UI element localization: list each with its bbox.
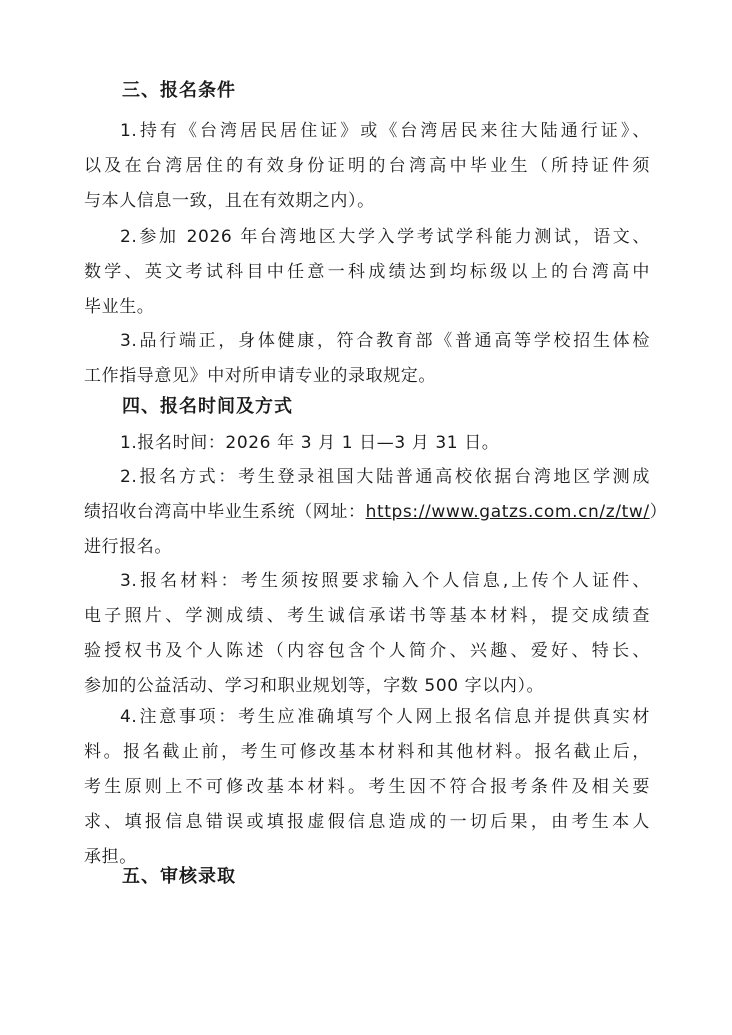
section-heading-3: 三、报名条件 — [122, 80, 236, 101]
paragraph-line: 毕业生。 — [84, 297, 155, 317]
paragraph-line: 2.报名方式：考生登录祖国大陆普通高校依据台湾地区学测成 — [120, 467, 650, 487]
paragraph-line: 4.注意事项：考生应准确填写个人网上报名信息并提供真实材 — [120, 707, 650, 727]
paragraph-line: 承担。 — [84, 847, 137, 867]
paragraph-line: 3.报名材料：考生须按照要求输入个人信息,上传个人证件、 — [120, 571, 650, 591]
paragraph-line: 1.持有《台湾居民居住证》或《台湾居民来往大陆通行证》、 — [120, 121, 650, 141]
paragraph-line: 3.品行端正，身体健康，符合教育部《普通高等学校招生体检 — [120, 331, 650, 351]
paragraph-text: 绩招收台湾高中毕业生系统（网址： — [84, 502, 366, 522]
section-4-paragraph-4 — [84, 700, 650, 875]
section-3-paragraph-2 — [84, 220, 650, 325]
paragraph-line: 进行报名。 — [84, 537, 172, 557]
paragraph-line: 电子照片、学测成绩、考生诚信承诺书等基本材料，提交成绩查 — [84, 606, 650, 626]
section-4-paragraph-3 — [84, 564, 650, 704]
paragraph-text: ） — [649, 502, 668, 522]
section-3-paragraph-1 — [84, 114, 650, 219]
paragraph-line — [84, 495, 668, 530]
paragraph-line: 与本人信息一致，且在有效期之内）。 — [84, 191, 375, 211]
paragraph-line: 料。报名截止前，考生可修改基本材料和其他材料。报名截止后， — [84, 742, 650, 762]
paragraph-line: 考生原则上不可修改基本材料。考生因不符合报考条件及相关要 — [84, 777, 650, 797]
paragraph-line: 求、填报信息错误或填报虚假信息造成的一切后果，由考生本人 — [84, 812, 650, 832]
paragraph-line: 验授权书及个人陈述（内容包含个人简介、兴趣、爱好、特长、 — [84, 641, 650, 661]
paragraph-line: 数学、英文考试科目中任意一科成绩达到均标级以上的台湾高中 — [84, 262, 650, 282]
paragraph-line: 参加的公益活动、学习和职业规划等，字数 500 字以内）。 — [84, 676, 545, 696]
section-4-paragraph-1 — [84, 426, 650, 461]
section-4-paragraph-2 — [84, 460, 668, 565]
paragraph-line: 工作指导意见》中对所申请专业的录取规定。 — [84, 366, 436, 386]
section-3-paragraph-3 — [84, 324, 650, 394]
registration-url-link[interactable]: https://www.gatzs.com.cn/z/tw/ — [365, 502, 650, 522]
section-heading-4: 四、报名时间及方式 — [122, 396, 293, 417]
paragraph-line: 以及在台湾居住的有效身份证明的台湾高中毕业生（所持证件须 — [84, 156, 650, 176]
paragraph-line: 1.报名时间：2026 年 3 月 1 日—3 月 31 日。 — [120, 433, 500, 453]
section-heading-5: 五、审核录取 — [122, 866, 236, 887]
paragraph-line: 2.参加 2026 年台湾地区大学入学考试学科能力测试，语文、 — [120, 227, 650, 247]
